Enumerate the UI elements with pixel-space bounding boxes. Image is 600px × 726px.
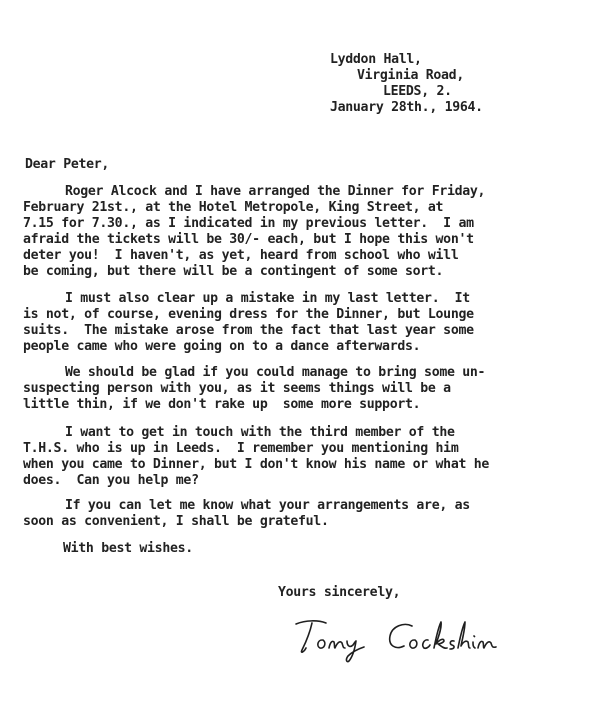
paragraph-line: suspecting person with you, as it seems things will be a <box>23 381 451 396</box>
paragraph-line: I want to get in touch with the third member of the <box>65 425 455 440</box>
paragraph-line: February 21st., at the Hotel Metropole, King Street, at <box>23 200 444 215</box>
address-line-1: Lyddon Hall, <box>330 52 422 67</box>
paragraph-line: 7.15 for 7.30., as I indicated in my previous letter. I am <box>23 216 474 231</box>
sign-off: Yours sincerely, <box>278 585 401 600</box>
paragraph-line: If you can let me know what your arrangements are, as <box>65 498 470 513</box>
paragraph-line: T.H.S. who is up in Leeds. I remember you mentioning him <box>23 441 459 456</box>
paragraph-line: Roger Alcock and I have arranged the Dinner for Friday, <box>65 184 486 199</box>
paragraph-line: suits. The mistake arose from the fact that last year some <box>23 323 474 338</box>
paragraph-line: We should be glad if you could manage to bring some un- <box>65 365 486 380</box>
date-line: January 28th., 1964. <box>330 100 483 115</box>
paragraph-line: be coming, but there will be a contingent of some sort. <box>23 264 444 279</box>
paragraph-line: deter you! I haven't, as yet, heard from school who will <box>23 248 459 263</box>
paragraph-line: little thin, if we don't rake up some more support. <box>23 397 421 412</box>
paragraph-line: afraid the tickets will be 30/- each, but I hope this won't <box>23 232 474 247</box>
paragraph-line: when you came to Dinner, but I don't know his name or what he <box>23 457 490 472</box>
paragraph-line: I must also clear up a mistake in my last letter. It <box>65 291 470 306</box>
paragraph-line: does. Can you help me? <box>23 473 199 488</box>
signature-drawing <box>292 612 522 664</box>
address-line-3: LEEDS, 2. <box>383 84 452 99</box>
paragraph-line: soon as convenient, I shall be grateful. <box>23 514 329 529</box>
handwritten-signature <box>292 612 522 664</box>
closing-wishes: With best wishes. <box>63 541 193 556</box>
address-line-2: Virginia Road, <box>357 68 464 83</box>
paragraph-line: people came who were going on to a dance afterwards. <box>23 339 421 354</box>
salutation: Dear Peter, <box>25 157 110 172</box>
paragraph-line: is not, of course, evening dress for the Dinner, but Lounge <box>23 307 474 322</box>
